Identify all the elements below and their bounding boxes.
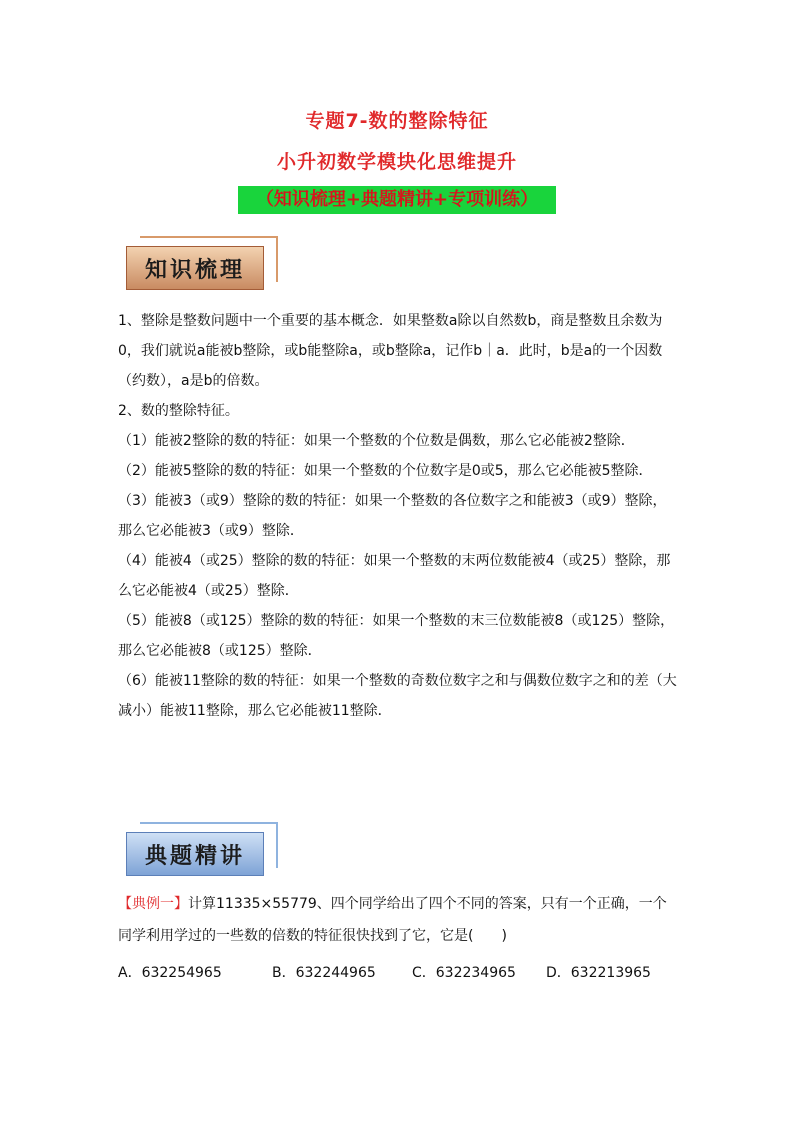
knowledge-paragraph-2: 2、数的整除特征。 bbox=[118, 403, 239, 419]
knowledge-item-3: （3）能被3（或9）整除的数的特征：如果一个整数的各位数字之和能被3（或9）整除，那么它必能被3（或9）整除． bbox=[118, 493, 667, 539]
section-tab-face bbox=[126, 246, 264, 290]
section-tab-face bbox=[126, 832, 264, 876]
example-question bbox=[118, 888, 678, 952]
document-title: 专题7-数的整除特征 bbox=[305, 110, 489, 132]
document-subtitle: 小升初数学模块化思维提升 bbox=[276, 151, 517, 173]
section-header-knowledge bbox=[126, 236, 276, 288]
option-d[interactable]: D．632213965 bbox=[546, 965, 651, 981]
section-label: 典题精讲 bbox=[144, 842, 245, 869]
knowledge-item-6: （6）能被11整除的数的特征：如果一个整数的奇数位数字之和与偶数位数字之和的差（大减小）能被11整除，那么它必能被11整除． bbox=[118, 673, 677, 719]
example-text: 计算11335×55779、四个同学给出了四个不同的答案，只有一个正确，一个同学利用学过的一些数的倍数的特征很快找到了它，它是( ) bbox=[118, 896, 667, 944]
option-a[interactable]: A．632254965 bbox=[118, 965, 222, 981]
example-tag: 【典例一】 bbox=[118, 896, 188, 912]
knowledge-item-4: （4）能被4（或25）整除的数的特征：如果一个整数的末两位数能被4（或25）整除，那么它必能被4（或25）整除． bbox=[118, 553, 671, 599]
knowledge-content bbox=[118, 306, 678, 726]
document-tagline: （知识梳理+典题精讲+专项训练） bbox=[238, 186, 556, 214]
option-b[interactable]: B．632244965 bbox=[272, 965, 376, 981]
knowledge-item-2: （2）能被5整除的数的特征：如果一个整数的个位数字是0或5，那么它必能被5整除． bbox=[118, 463, 653, 479]
section-header-examples bbox=[126, 822, 276, 874]
knowledge-item-1: （1）能被2整除的数的特征：如果一个整数的个位数是偶数，那么它必能被2整除． bbox=[118, 433, 635, 449]
answer-options bbox=[118, 962, 678, 982]
knowledge-paragraph-1: 1、整除是整数问题中一个重要的基本概念．如果整数a除以自然数b，商是整数且余数为0，我们就说a能被b整除，或b能整除a，或b整除a，记作b｜a．此时，b是a的一个因数（约数），a是b的倍数。 bbox=[118, 313, 663, 389]
section-label: 知识梳理 bbox=[144, 256, 245, 283]
knowledge-item-5: （5）能被8（或125）整除的数的特征：如果一个整数的末三位数能被8（或125）整除，那么它必能被8（或125）整除． bbox=[118, 613, 675, 659]
option-c[interactable]: C．632234965 bbox=[412, 965, 516, 981]
